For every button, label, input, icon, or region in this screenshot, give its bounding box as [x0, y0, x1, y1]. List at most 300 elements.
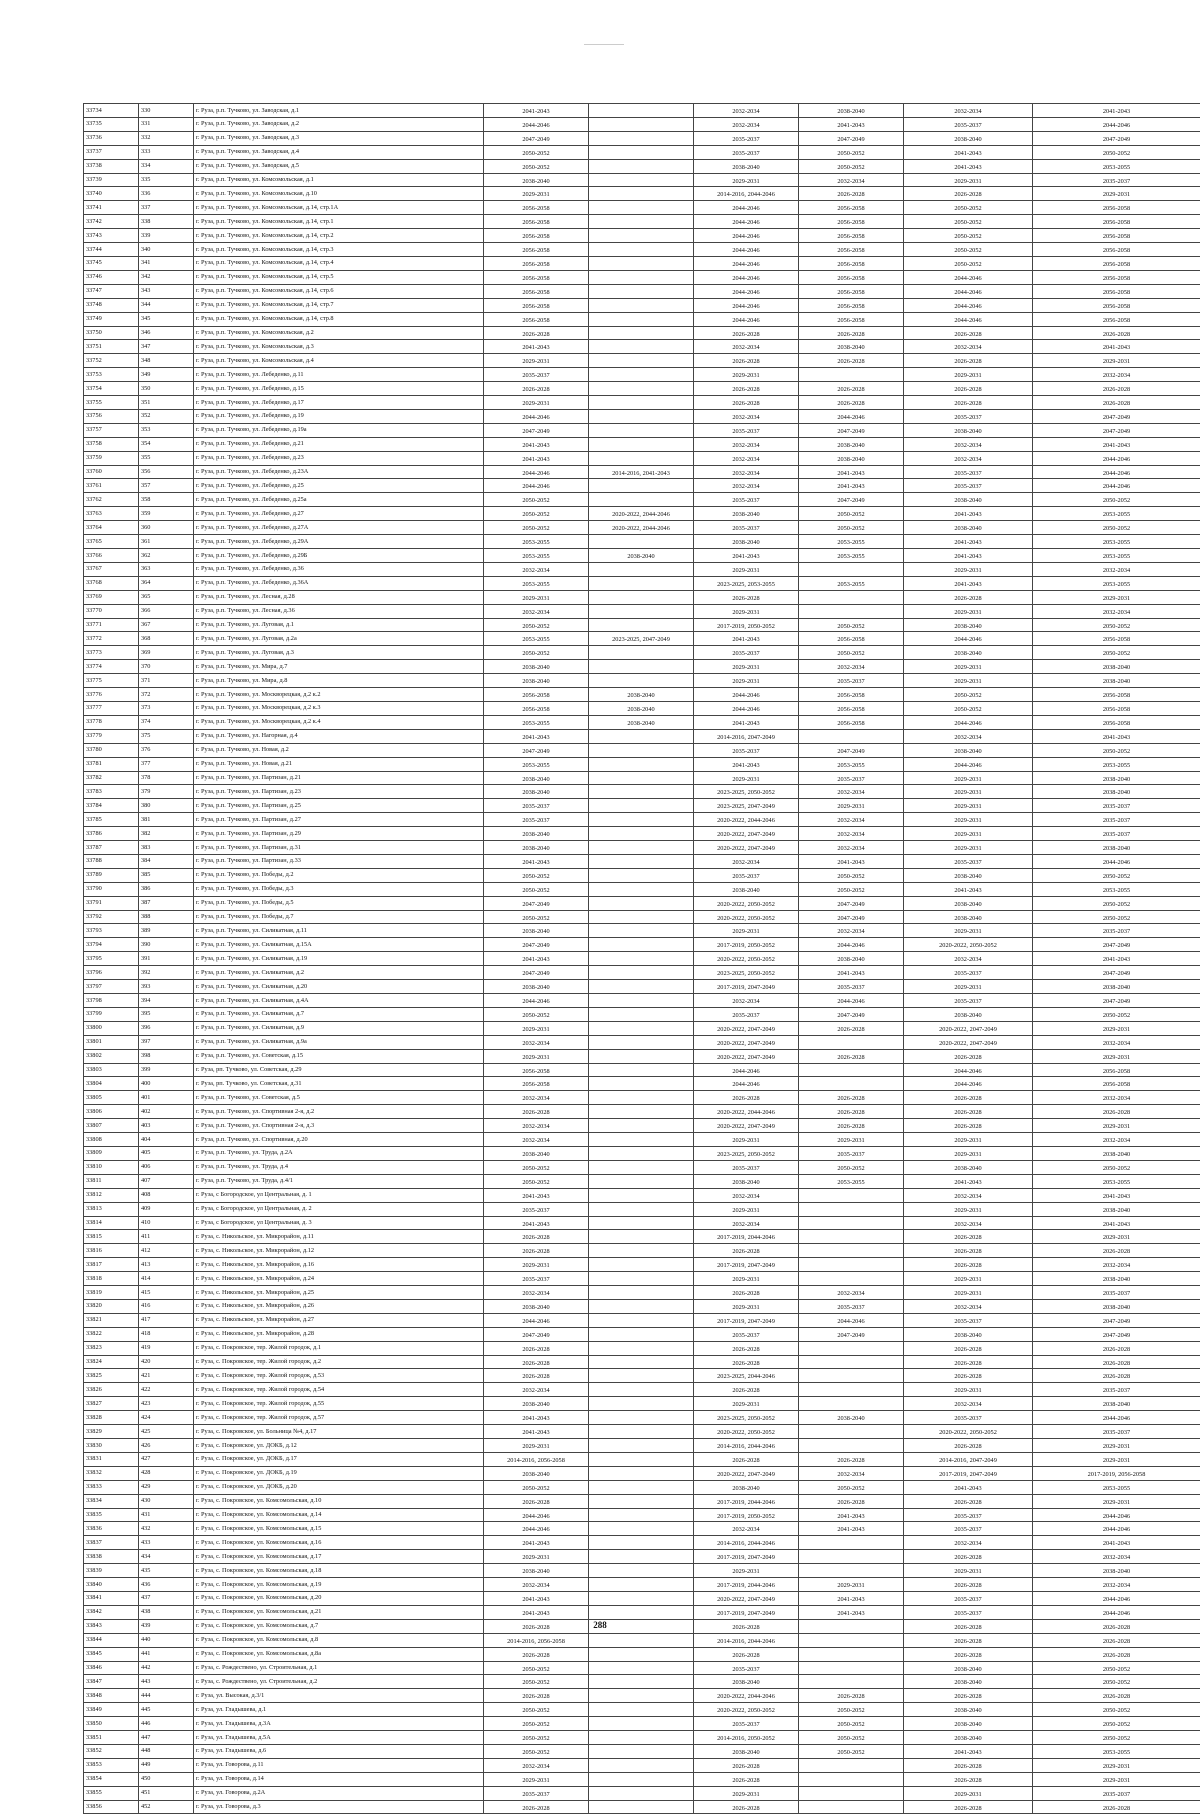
address-cell: г. Руза, р.п. Тучково, ул. Нагорная, д.4: [194, 729, 484, 743]
row-number-cell: 429: [139, 1480, 194, 1494]
row-number-cell: 330: [139, 104, 194, 118]
period-a-cell: 2038-2040: [484, 980, 589, 994]
period-d-cell: [799, 1244, 904, 1258]
period-e-cell: 2050-2052: [904, 243, 1033, 257]
row-number-cell: 400: [139, 1077, 194, 1091]
period-a-cell: 2044-2046: [484, 1522, 589, 1536]
period-f-cell: 2029-2031: [1033, 590, 1200, 604]
period-b-cell: [589, 646, 694, 660]
period-e-cell: 2041-2043: [904, 145, 1033, 159]
period-c-cell: 2014-2016, 2044-2046: [694, 1536, 799, 1550]
period-d-cell: [799, 1633, 904, 1647]
period-d-cell: [799, 1661, 904, 1675]
period-c-cell: 2017-2019, 2044-2046: [694, 1230, 799, 1244]
row-id-cell: 33766: [84, 549, 139, 563]
period-d-cell: 2050-2052: [799, 1160, 904, 1174]
address-cell: г. Руза, р.п. Тучково, ул. Победы, д.3: [194, 882, 484, 896]
row-number-cell: 381: [139, 813, 194, 827]
table-row: [84, 1494, 1200, 1508]
period-c-cell: 2035-2037: [694, 1661, 799, 1675]
period-d-cell: 2056-2058: [799, 312, 904, 326]
period-b-cell: [589, 841, 694, 855]
row-number-cell: 404: [139, 1133, 194, 1147]
period-f-cell: 2053-2055: [1033, 1174, 1200, 1188]
period-c-cell: 2029-2031: [694, 674, 799, 688]
period-c-cell: 2017-2019, 2050-2052: [694, 938, 799, 952]
row-number-cell: 436: [139, 1578, 194, 1592]
row-id-cell: 33755: [84, 396, 139, 410]
period-b-cell: 2020-2022, 2044-2046: [589, 507, 694, 521]
period-f-cell: 2029-2031: [1033, 1452, 1200, 1466]
period-f-cell: 2038-2040: [1033, 1146, 1200, 1160]
period-e-cell: 2026-2028: [904, 1619, 1033, 1633]
address-cell: г. Руза, р.п. Тучково, ул. Москворецкая, д.2 к.4: [194, 715, 484, 729]
period-d-cell: 2026-2028: [799, 187, 904, 201]
row-id-cell: 33758: [84, 437, 139, 451]
period-c-cell: 2029-2031: [694, 1299, 799, 1313]
period-d-cell: [799, 1369, 904, 1383]
period-e-cell: 2050-2052: [904, 229, 1033, 243]
row-id-cell: 33738: [84, 159, 139, 173]
period-c-cell: 2026-2028: [694, 1383, 799, 1397]
address-cell: г. Руза, с. Покровское, тер. Жилой городок, д.55: [194, 1397, 484, 1411]
period-f-cell: 2053-2055: [1033, 507, 1200, 521]
period-c-cell: 2020-2022, 2047-2049: [694, 1021, 799, 1035]
period-d-cell: 2050-2052: [799, 521, 904, 535]
period-f-cell: 2041-2043: [1033, 104, 1200, 118]
period-d-cell: 2035-2037: [799, 1146, 904, 1160]
period-a-cell: 2044-2046: [484, 1313, 589, 1327]
period-d-cell: [799, 1439, 904, 1453]
period-a-cell: 2053-2055: [484, 576, 589, 590]
period-a-cell: 2053-2055: [484, 632, 589, 646]
period-e-cell: 2044-2046: [904, 284, 1033, 298]
period-f-cell: 2047-2049: [1033, 423, 1200, 437]
period-f-cell: 2056-2058: [1033, 284, 1200, 298]
period-b-cell: 2020-2022, 2044-2046: [589, 521, 694, 535]
period-a-cell: 2032-2034: [484, 1035, 589, 1049]
address-cell: г. Руза, р.п. Тучково, ул. Комсомольская, д.3: [194, 340, 484, 354]
period-e-cell: 2029-2031: [904, 660, 1033, 674]
period-a-cell: 2038-2040: [484, 1564, 589, 1578]
period-b-cell: [589, 1591, 694, 1605]
period-e-cell: 2017-2019, 2047-2049: [904, 1466, 1033, 1480]
address-cell: г. Руза, р.п. Тучково, ул. Лебеденко, д.25а: [194, 493, 484, 507]
period-b-cell: [589, 1522, 694, 1536]
row-id-cell: 33818: [84, 1272, 139, 1286]
table-row: [84, 1703, 1200, 1717]
row-number-cell: 346: [139, 326, 194, 340]
period-e-cell: 2032-2034: [904, 340, 1033, 354]
period-e-cell: 2029-2031: [904, 799, 1033, 813]
address-cell: г. Руза, р.п. Тучково, ул. Заводская, д.5: [194, 159, 484, 173]
period-a-cell: 2056-2058: [484, 270, 589, 284]
row-number-cell: 399: [139, 1063, 194, 1077]
table-row: [84, 368, 1200, 382]
period-e-cell: 2050-2052: [904, 256, 1033, 270]
period-c-cell: 2020-2022, 2050-2052: [694, 1425, 799, 1439]
period-e-cell: 2029-2031: [904, 771, 1033, 785]
address-cell: г. Руза, р.п. Тучково, ул. Лебеденко, д.29А: [194, 535, 484, 549]
period-c-cell: 2017-2019, 2047-2049: [694, 980, 799, 994]
period-e-cell: 2029-2031: [904, 604, 1033, 618]
period-e-cell: 2020-2022, 2047-2049: [904, 1035, 1033, 1049]
period-d-cell: [799, 1564, 904, 1578]
period-f-cell: 2038-2040: [1033, 1272, 1200, 1286]
address-cell: г. Руза, р.п. Тучково, ул. Москворецкая, д.2 к.2: [194, 688, 484, 702]
period-e-cell: 2050-2052: [904, 215, 1033, 229]
address-cell: г. Руза, ул. Гладышева, д.1: [194, 1703, 484, 1717]
period-d-cell: 2035-2037: [799, 771, 904, 785]
row-number-cell: 345: [139, 312, 194, 326]
period-b-cell: [589, 1188, 694, 1202]
period-f-cell: 2038-2040: [1033, 674, 1200, 688]
period-b-cell: [589, 1077, 694, 1091]
period-f-cell: 2038-2040: [1033, 1397, 1200, 1411]
period-a-cell: 2026-2028: [484, 1369, 589, 1383]
period-a-cell: 2041-2043: [484, 437, 589, 451]
row-number-cell: 362: [139, 549, 194, 563]
period-d-cell: 2035-2037: [799, 674, 904, 688]
period-d-cell: 2026-2028: [799, 382, 904, 396]
period-c-cell: 2020-2022, 2044-2046: [694, 1689, 799, 1703]
row-number-cell: 351: [139, 396, 194, 410]
address-cell: г. Руза, р.п. Тучково, ул. Новая, д.21: [194, 757, 484, 771]
period-e-cell: 2032-2034: [904, 451, 1033, 465]
period-b-cell: [589, 868, 694, 882]
period-d-cell: 2056-2058: [799, 201, 904, 215]
period-b-cell: [589, 173, 694, 187]
table-row: [84, 1369, 1200, 1383]
address-cell: г. Руза, ул. Высокая, д.3/1: [194, 1689, 484, 1703]
period-d-cell: 2032-2034: [799, 827, 904, 841]
row-number-cell: 445: [139, 1703, 194, 1717]
period-d-cell: [799, 1550, 904, 1564]
period-e-cell: 2032-2034: [904, 1536, 1033, 1550]
period-a-cell: 2041-2043: [484, 854, 589, 868]
table-row: [84, 701, 1200, 715]
row-id-cell: 33810: [84, 1160, 139, 1174]
period-a-cell: 2047-2049: [484, 131, 589, 145]
period-a-cell: 2035-2037: [484, 1202, 589, 1216]
table-row: [84, 493, 1200, 507]
table-row: [84, 243, 1200, 257]
table-row: [84, 1313, 1200, 1327]
row-number-cell: 413: [139, 1258, 194, 1272]
address-cell: г. Руза, с. Покровское, ул. Комсомольская, д.18: [194, 1564, 484, 1578]
table-row: [84, 215, 1200, 229]
address-cell: г. Руза, р.п. Тучково, ул. Силикатная, д.20: [194, 980, 484, 994]
table-row: [84, 187, 1200, 201]
row-id-cell: 33837: [84, 1536, 139, 1550]
period-a-cell: 2041-2043: [484, 1188, 589, 1202]
row-id-cell: 33778: [84, 715, 139, 729]
row-number-cell: 408: [139, 1188, 194, 1202]
period-b-cell: [589, 1063, 694, 1077]
period-c-cell: 2020-2022, 2050-2052: [694, 1703, 799, 1717]
address-cell: г. Руза, р.п. Тучково, ул. Лебеденко, д.29Б: [194, 549, 484, 563]
row-number-cell: 442: [139, 1661, 194, 1675]
period-c-cell: 2029-2031: [694, 1272, 799, 1286]
period-d-cell: 2053-2055: [799, 535, 904, 549]
row-number-cell: 446: [139, 1717, 194, 1731]
period-f-cell: 2029-2031: [1033, 1439, 1200, 1453]
period-f-cell: 2053-2055: [1033, 757, 1200, 771]
period-a-cell: 2038-2040: [484, 841, 589, 855]
period-d-cell: 2026-2028: [799, 354, 904, 368]
address-cell: г. Руза, с. Покровское, тер. Жилой городок, д.2: [194, 1355, 484, 1369]
period-d-cell: 2050-2052: [799, 159, 904, 173]
row-id-cell: 33763: [84, 507, 139, 521]
period-e-cell: 2026-2028: [904, 1355, 1033, 1369]
period-f-cell: 2038-2040: [1033, 1564, 1200, 1578]
period-d-cell: 2032-2034: [799, 1286, 904, 1300]
period-b-cell: [589, 827, 694, 841]
period-e-cell: 2029-2031: [904, 827, 1033, 841]
row-number-cell: 379: [139, 785, 194, 799]
period-e-cell: 2041-2043: [904, 576, 1033, 590]
period-c-cell: 2044-2046: [694, 312, 799, 326]
address-cell: г. Руза, р.п. Тучково, ул. Победы, д.5: [194, 896, 484, 910]
row-id-cell: 33816: [84, 1244, 139, 1258]
row-id-cell: 33823: [84, 1341, 139, 1355]
period-d-cell: [799, 1188, 904, 1202]
period-d-cell: 2056-2058: [799, 688, 904, 702]
period-f-cell: 2050-2052: [1033, 1007, 1200, 1021]
row-number-cell: 410: [139, 1216, 194, 1230]
period-f-cell: 2038-2040: [1033, 660, 1200, 674]
row-id-cell: 33741: [84, 201, 139, 215]
period-a-cell: 2050-2052: [484, 1744, 589, 1758]
period-d-cell: 2050-2052: [799, 1717, 904, 1731]
row-number-cell: 371: [139, 674, 194, 688]
address-cell: г. Руза, р.п. Тучково, ул. Спортивная, д.20: [194, 1133, 484, 1147]
period-b-cell: [589, 1313, 694, 1327]
period-f-cell: 2032-2034: [1033, 1133, 1200, 1147]
period-c-cell: 2029-2031: [694, 173, 799, 187]
period-c-cell: 2017-2019, 2047-2049: [694, 1313, 799, 1327]
period-d-cell: [799, 590, 904, 604]
row-id-cell: 33802: [84, 1049, 139, 1063]
table-row: [84, 1689, 1200, 1703]
period-a-cell: 2050-2052: [484, 618, 589, 632]
period-e-cell: 2044-2046: [904, 298, 1033, 312]
period-f-cell: 2038-2040: [1033, 1202, 1200, 1216]
table-row: [84, 1397, 1200, 1411]
period-c-cell: 2029-2031: [694, 1786, 799, 1800]
period-c-cell: 2035-2037: [694, 868, 799, 882]
period-f-cell: 2029-2031: [1033, 1230, 1200, 1244]
period-e-cell: 2044-2046: [904, 632, 1033, 646]
row-id-cell: 33779: [84, 729, 139, 743]
period-a-cell: 2032-2034: [484, 1383, 589, 1397]
period-e-cell: 2026-2028: [904, 354, 1033, 368]
period-f-cell: 2035-2037: [1033, 799, 1200, 813]
table-row: [84, 1355, 1200, 1369]
row-id-cell: 33737: [84, 145, 139, 159]
period-c-cell: 2044-2046: [694, 1063, 799, 1077]
period-b-cell: [589, 1550, 694, 1564]
address-cell: г. Руза, с. Покровское, ул. Комсомольская, д.17: [194, 1550, 484, 1564]
period-b-cell: [589, 1786, 694, 1800]
address-cell: г. Руза, р.п. Тучково, ул. Победы, д.7: [194, 910, 484, 924]
period-d-cell: 2029-2031: [799, 1133, 904, 1147]
period-e-cell: 2026-2028: [904, 1105, 1033, 1119]
table-row: [84, 1564, 1200, 1578]
row-id-cell: 33854: [84, 1772, 139, 1786]
period-d-cell: 2053-2055: [799, 757, 904, 771]
period-d-cell: 2041-2043: [799, 117, 904, 131]
period-f-cell: 2026-2028: [1033, 396, 1200, 410]
address-cell: г. Руза, р.п. Тучково, ул. Заводская, д.1: [194, 104, 484, 118]
period-b-cell: [589, 1286, 694, 1300]
address-cell: г. Руза, с. Покровское, ул. ДОКБ, д.12: [194, 1439, 484, 1453]
period-f-cell: 2053-2055: [1033, 576, 1200, 590]
table-row: [84, 1383, 1200, 1397]
period-f-cell: 2044-2046: [1033, 451, 1200, 465]
period-c-cell: 2032-2034: [694, 409, 799, 423]
period-a-cell: 2032-2034: [484, 1286, 589, 1300]
period-a-cell: 2041-2043: [484, 1591, 589, 1605]
table-row: [84, 854, 1200, 868]
period-c-cell: 2026-2028: [694, 1619, 799, 1633]
row-number-cell: 374: [139, 715, 194, 729]
address-cell: г. Руза, р.п. Тучково, ул. Москворецкая, д.2 к.3: [194, 701, 484, 715]
period-d-cell: [799, 1772, 904, 1786]
period-a-cell: 2050-2052: [484, 1703, 589, 1717]
period-b-cell: [589, 1508, 694, 1522]
row-number-cell: 363: [139, 562, 194, 576]
row-id-cell: 33762: [84, 493, 139, 507]
row-id-cell: 33754: [84, 382, 139, 396]
period-d-cell: 2050-2052: [799, 1480, 904, 1494]
period-d-cell: 2038-2040: [799, 1411, 904, 1425]
period-a-cell: 2038-2040: [484, 674, 589, 688]
period-d-cell: 2035-2037: [799, 980, 904, 994]
row-id-cell: 33769: [84, 590, 139, 604]
period-b-cell: [589, 1007, 694, 1021]
period-f-cell: 2041-2043: [1033, 729, 1200, 743]
period-e-cell: 2026-2028: [904, 1800, 1033, 1814]
table-row: [84, 117, 1200, 131]
period-b-cell: [589, 882, 694, 896]
row-id-cell: 33804: [84, 1077, 139, 1091]
period-e-cell: 2041-2043: [904, 882, 1033, 896]
address-cell: г. Руза, с. Никольское, ул. Микрорайон, д.24: [194, 1272, 484, 1286]
table-row: [84, 1466, 1200, 1480]
row-id-cell: 33756: [84, 409, 139, 423]
table-row: [84, 841, 1200, 855]
row-id-cell: 33734: [84, 104, 139, 118]
period-a-cell: 2053-2055: [484, 757, 589, 771]
address-cell: г. Руза, с. Покровское, ул. ДОКБ, д.20: [194, 1480, 484, 1494]
row-id-cell: 33824: [84, 1355, 139, 1369]
period-d-cell: [799, 1397, 904, 1411]
row-id-cell: 33736: [84, 131, 139, 145]
period-a-cell: 2041-2043: [484, 1216, 589, 1230]
schedule-table: [83, 103, 1200, 1814]
row-number-cell: 393: [139, 980, 194, 994]
table-row: [84, 423, 1200, 437]
period-f-cell: 2026-2028: [1033, 1105, 1200, 1119]
address-cell: г. Руза, с. Покровское, ул. Комсомольская, д.7: [194, 1619, 484, 1633]
table-row: [84, 1508, 1200, 1522]
row-number-cell: 358: [139, 493, 194, 507]
period-e-cell: 2044-2046: [904, 312, 1033, 326]
row-number-cell: 440: [139, 1633, 194, 1647]
period-e-cell: 2029-2031: [904, 980, 1033, 994]
period-b-cell: [589, 1717, 694, 1731]
table-row: [84, 1286, 1200, 1300]
row-number-cell: 348: [139, 354, 194, 368]
period-b-cell: [589, 159, 694, 173]
period-e-cell: 2035-2037: [904, 966, 1033, 980]
period-e-cell: 2026-2028: [904, 1091, 1033, 1105]
period-b-cell: [589, 215, 694, 229]
row-number-cell: 447: [139, 1731, 194, 1745]
period-d-cell: [799, 1800, 904, 1814]
period-a-cell: 2026-2028: [484, 1341, 589, 1355]
address-cell: г. Руза, р.п. Тучково, ул. Заводская, д.2: [194, 117, 484, 131]
table-row: [84, 1744, 1200, 1758]
period-b-cell: [589, 1452, 694, 1466]
period-b-cell: [589, 1425, 694, 1439]
period-a-cell: 2056-2058: [484, 688, 589, 702]
table-row: [84, 1119, 1200, 1133]
period-c-cell: 2026-2028: [694, 396, 799, 410]
period-d-cell: [799, 1258, 904, 1272]
row-number-cell: 426: [139, 1439, 194, 1453]
row-id-cell: 33743: [84, 229, 139, 243]
row-id-cell: 33849: [84, 1703, 139, 1717]
period-a-cell: 2026-2028: [484, 1105, 589, 1119]
row-id-cell: 33739: [84, 173, 139, 187]
schedule-table-body: [84, 104, 1200, 1814]
period-c-cell: 2041-2043: [694, 632, 799, 646]
period-f-cell: 2047-2049: [1033, 1327, 1200, 1341]
table-row: [84, 1675, 1200, 1689]
period-a-cell: 2056-2058: [484, 229, 589, 243]
address-cell: г. Руза, с. Никольское, ул. Микрорайон, д.28: [194, 1327, 484, 1341]
period-d-cell: 2041-2043: [799, 465, 904, 479]
address-cell: г. Руза, р.п. Тучково, ул. Комсомольская, д.4: [194, 354, 484, 368]
row-id-cell: 33759: [84, 451, 139, 465]
period-e-cell: 2038-2040: [904, 493, 1033, 507]
period-c-cell: 2029-2031: [694, 660, 799, 674]
period-f-cell: 2029-2031: [1033, 1119, 1200, 1133]
address-cell: г. Руза, с. Покровское, ул. Комсомольская, д.16: [194, 1536, 484, 1550]
row-number-cell: 431: [139, 1508, 194, 1522]
row-id-cell: 33773: [84, 646, 139, 660]
period-f-cell: 2050-2052: [1033, 618, 1200, 632]
period-b-cell: [589, 1536, 694, 1550]
period-f-cell: 2050-2052: [1033, 1160, 1200, 1174]
period-f-cell: 2035-2037: [1033, 827, 1200, 841]
period-f-cell: 2044-2046: [1033, 479, 1200, 493]
period-d-cell: [799, 729, 904, 743]
row-number-cell: 385: [139, 868, 194, 882]
table-row: [84, 1146, 1200, 1160]
period-e-cell: 2020-2022, 2047-2049: [904, 1021, 1033, 1035]
row-id-cell: 33836: [84, 1522, 139, 1536]
period-e-cell: 2032-2034: [904, 1188, 1033, 1202]
table-row: [84, 270, 1200, 284]
period-f-cell: 2047-2049: [1033, 966, 1200, 980]
period-c-cell: 2044-2046: [694, 1077, 799, 1091]
period-f-cell: 2029-2031: [1033, 1772, 1200, 1786]
period-f-cell: 2029-2031: [1033, 1494, 1200, 1508]
period-c-cell: 2032-2034: [694, 1188, 799, 1202]
